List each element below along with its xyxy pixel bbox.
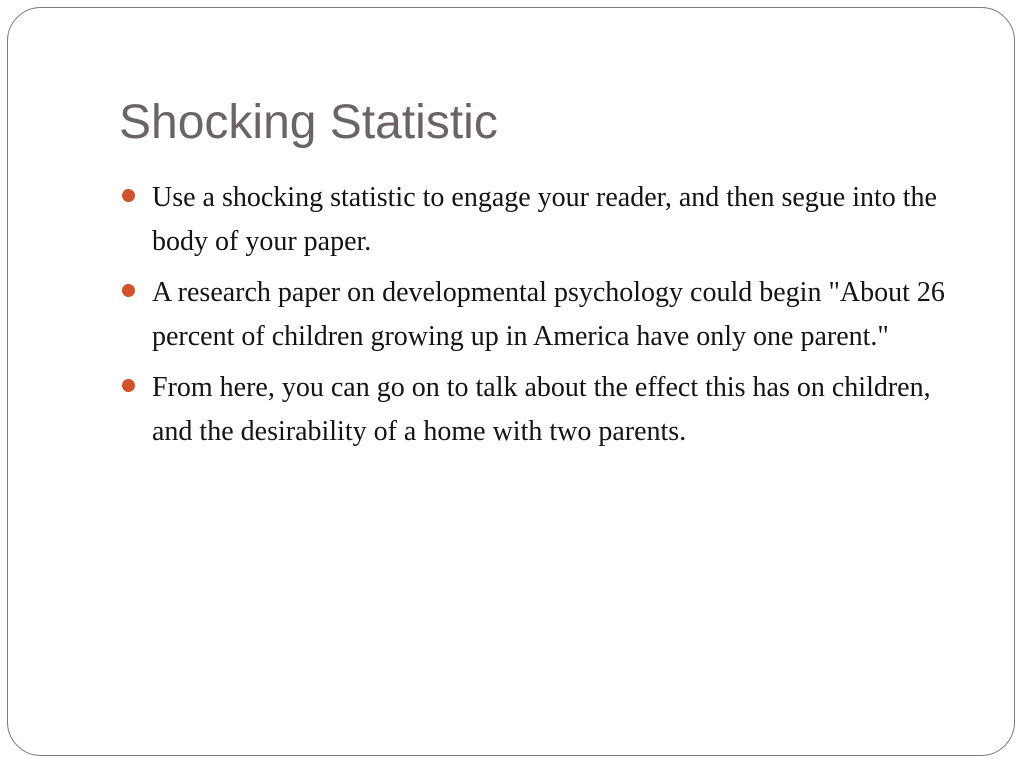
slide-title: Shocking Statistic	[119, 96, 498, 149]
bullet-text: Use a shocking statistic to engage your reader, and then segue into the body of your paper.	[152, 182, 937, 257]
bullet-text: A research paper on developmental psychology could begin "About 26 percent of children growing up in America have only one parent."	[152, 277, 945, 352]
bullet-list	[120, 176, 960, 461]
bullet-dot-icon	[122, 284, 135, 297]
bullet-item	[120, 271, 960, 359]
bullet-text: From here, you can go on to talk about the effect this has on children, and the desirability of a home with two parents.	[152, 372, 931, 447]
bullet-item	[120, 176, 960, 264]
bullet-dot-icon	[122, 189, 135, 202]
slide-frame	[7, 7, 1015, 756]
bullet-dot-icon	[122, 379, 135, 392]
bullet-item	[120, 366, 960, 454]
